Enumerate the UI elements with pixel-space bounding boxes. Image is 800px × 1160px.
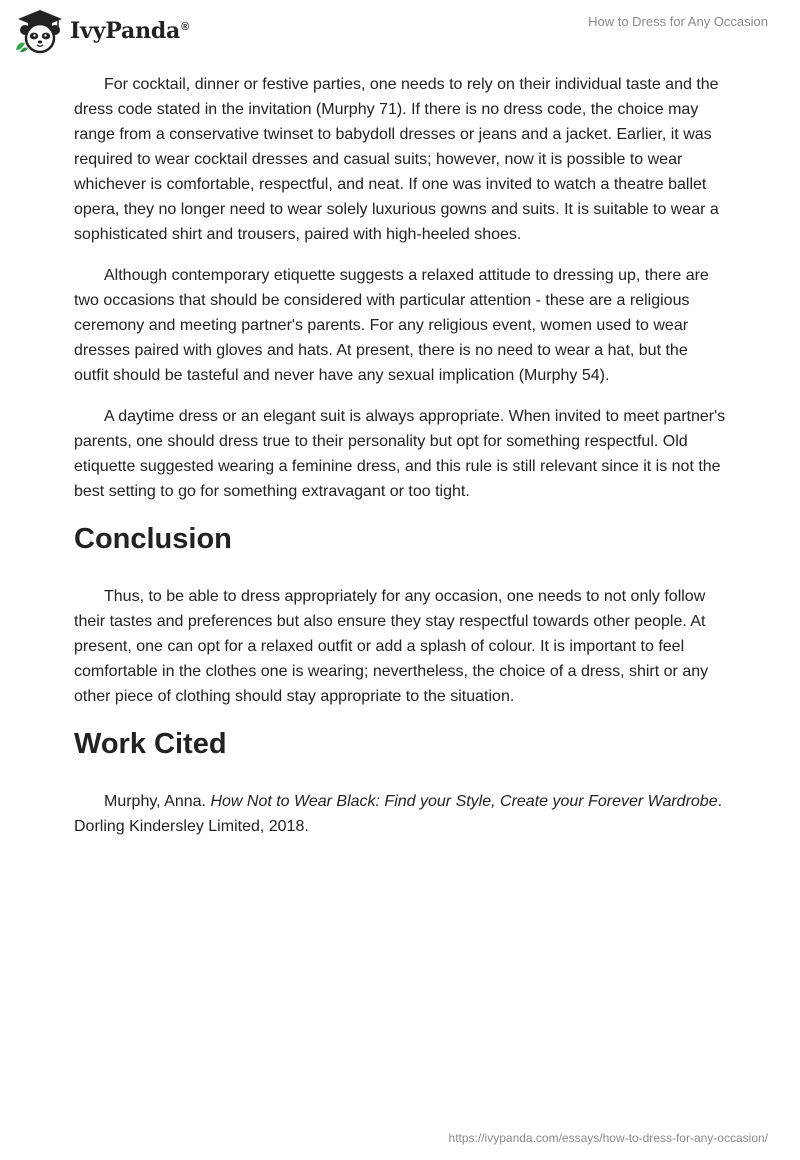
- body-paragraph: Although contemporary etiquette suggests a relaxed attitude to dressing up, there are two occasions that should be considered with particular attention - these are a religious ceremony and meeting partner's parents. For any religious event, women used to wear dresses paired with gloves and hats. At present, there is no need to wear a hat, but the outfit should be tasteful and never have any sexual implication (Murphy 54).: [74, 267, 709, 384]
- ivypanda-logo[interactable]: [14, 8, 189, 54]
- source-url[interactable]: https://ivypanda.com/essays/how-to-dress-for-any-occasion/: [448, 1131, 768, 1145]
- citation-title: How Not to Wear Black: Find your Style, Create your Forever Wardrobe: [210, 793, 718, 810]
- citation-author: Murphy, Anna.: [104, 793, 211, 810]
- body-paragraph: For cocktail, dinner or festive parties, one needs to rely on their individual taste and the dress code stated in the invitation (Murphy 71). If there is no dress code, the choice may range from a conservative twinset to babydoll dresses or jeans and a jacket. Earlier, it was required to wear cocktail dresses and casual suits; however, now it is possible to wear whichever is comfortable, respectful, and neat. If one was invited to watch a theatre ballet opera, they no longer need to wear solely luxurious gowns and suits. It is suitable to wear a sophisticated shirt and trousers, paired with high-heeled shoes.: [74, 76, 719, 243]
- conclusion-heading: Conclusion: [74, 523, 232, 555]
- panda-graduate-icon: [14, 8, 64, 54]
- essay-content: [74, 72, 726, 855]
- registered-mark: ®: [181, 20, 190, 33]
- body-paragraph: A daytime dress or an elegant suit is always appropriate. When invited to meet partner's parents, one should dress true to their personality but opt for something respectful. Old etiquette suggested wearing a feminine dress, and this rule is still relevant since it is not the best setting to go for something extravagant or too tight.: [74, 408, 726, 500]
- works-cited-heading: Work Cited: [74, 728, 227, 760]
- conclusion-paragraph: Thus, to be able to dress appropriately for any occasion, one needs to not only follow their tastes and preferences but also ensure they stay respectful towards other people. At present, one can opt for a relaxed outfit or add a splash of colour. It is important to feel comfortable in the clothes one is wearing; nevertheless, the choice of a dress, shirt or any other piece of clothing should stay appropriate to the situation.: [74, 588, 709, 705]
- citation-publisher: . Dorling Kindersley Limited, 2018.: [74, 793, 723, 835]
- document-title: How to Dress for Any Occasion: [588, 14, 768, 29]
- page-header: [0, 0, 800, 60]
- brand-name: IvyPanda®: [70, 18, 190, 44]
- citation-entry: [74, 789, 726, 839]
